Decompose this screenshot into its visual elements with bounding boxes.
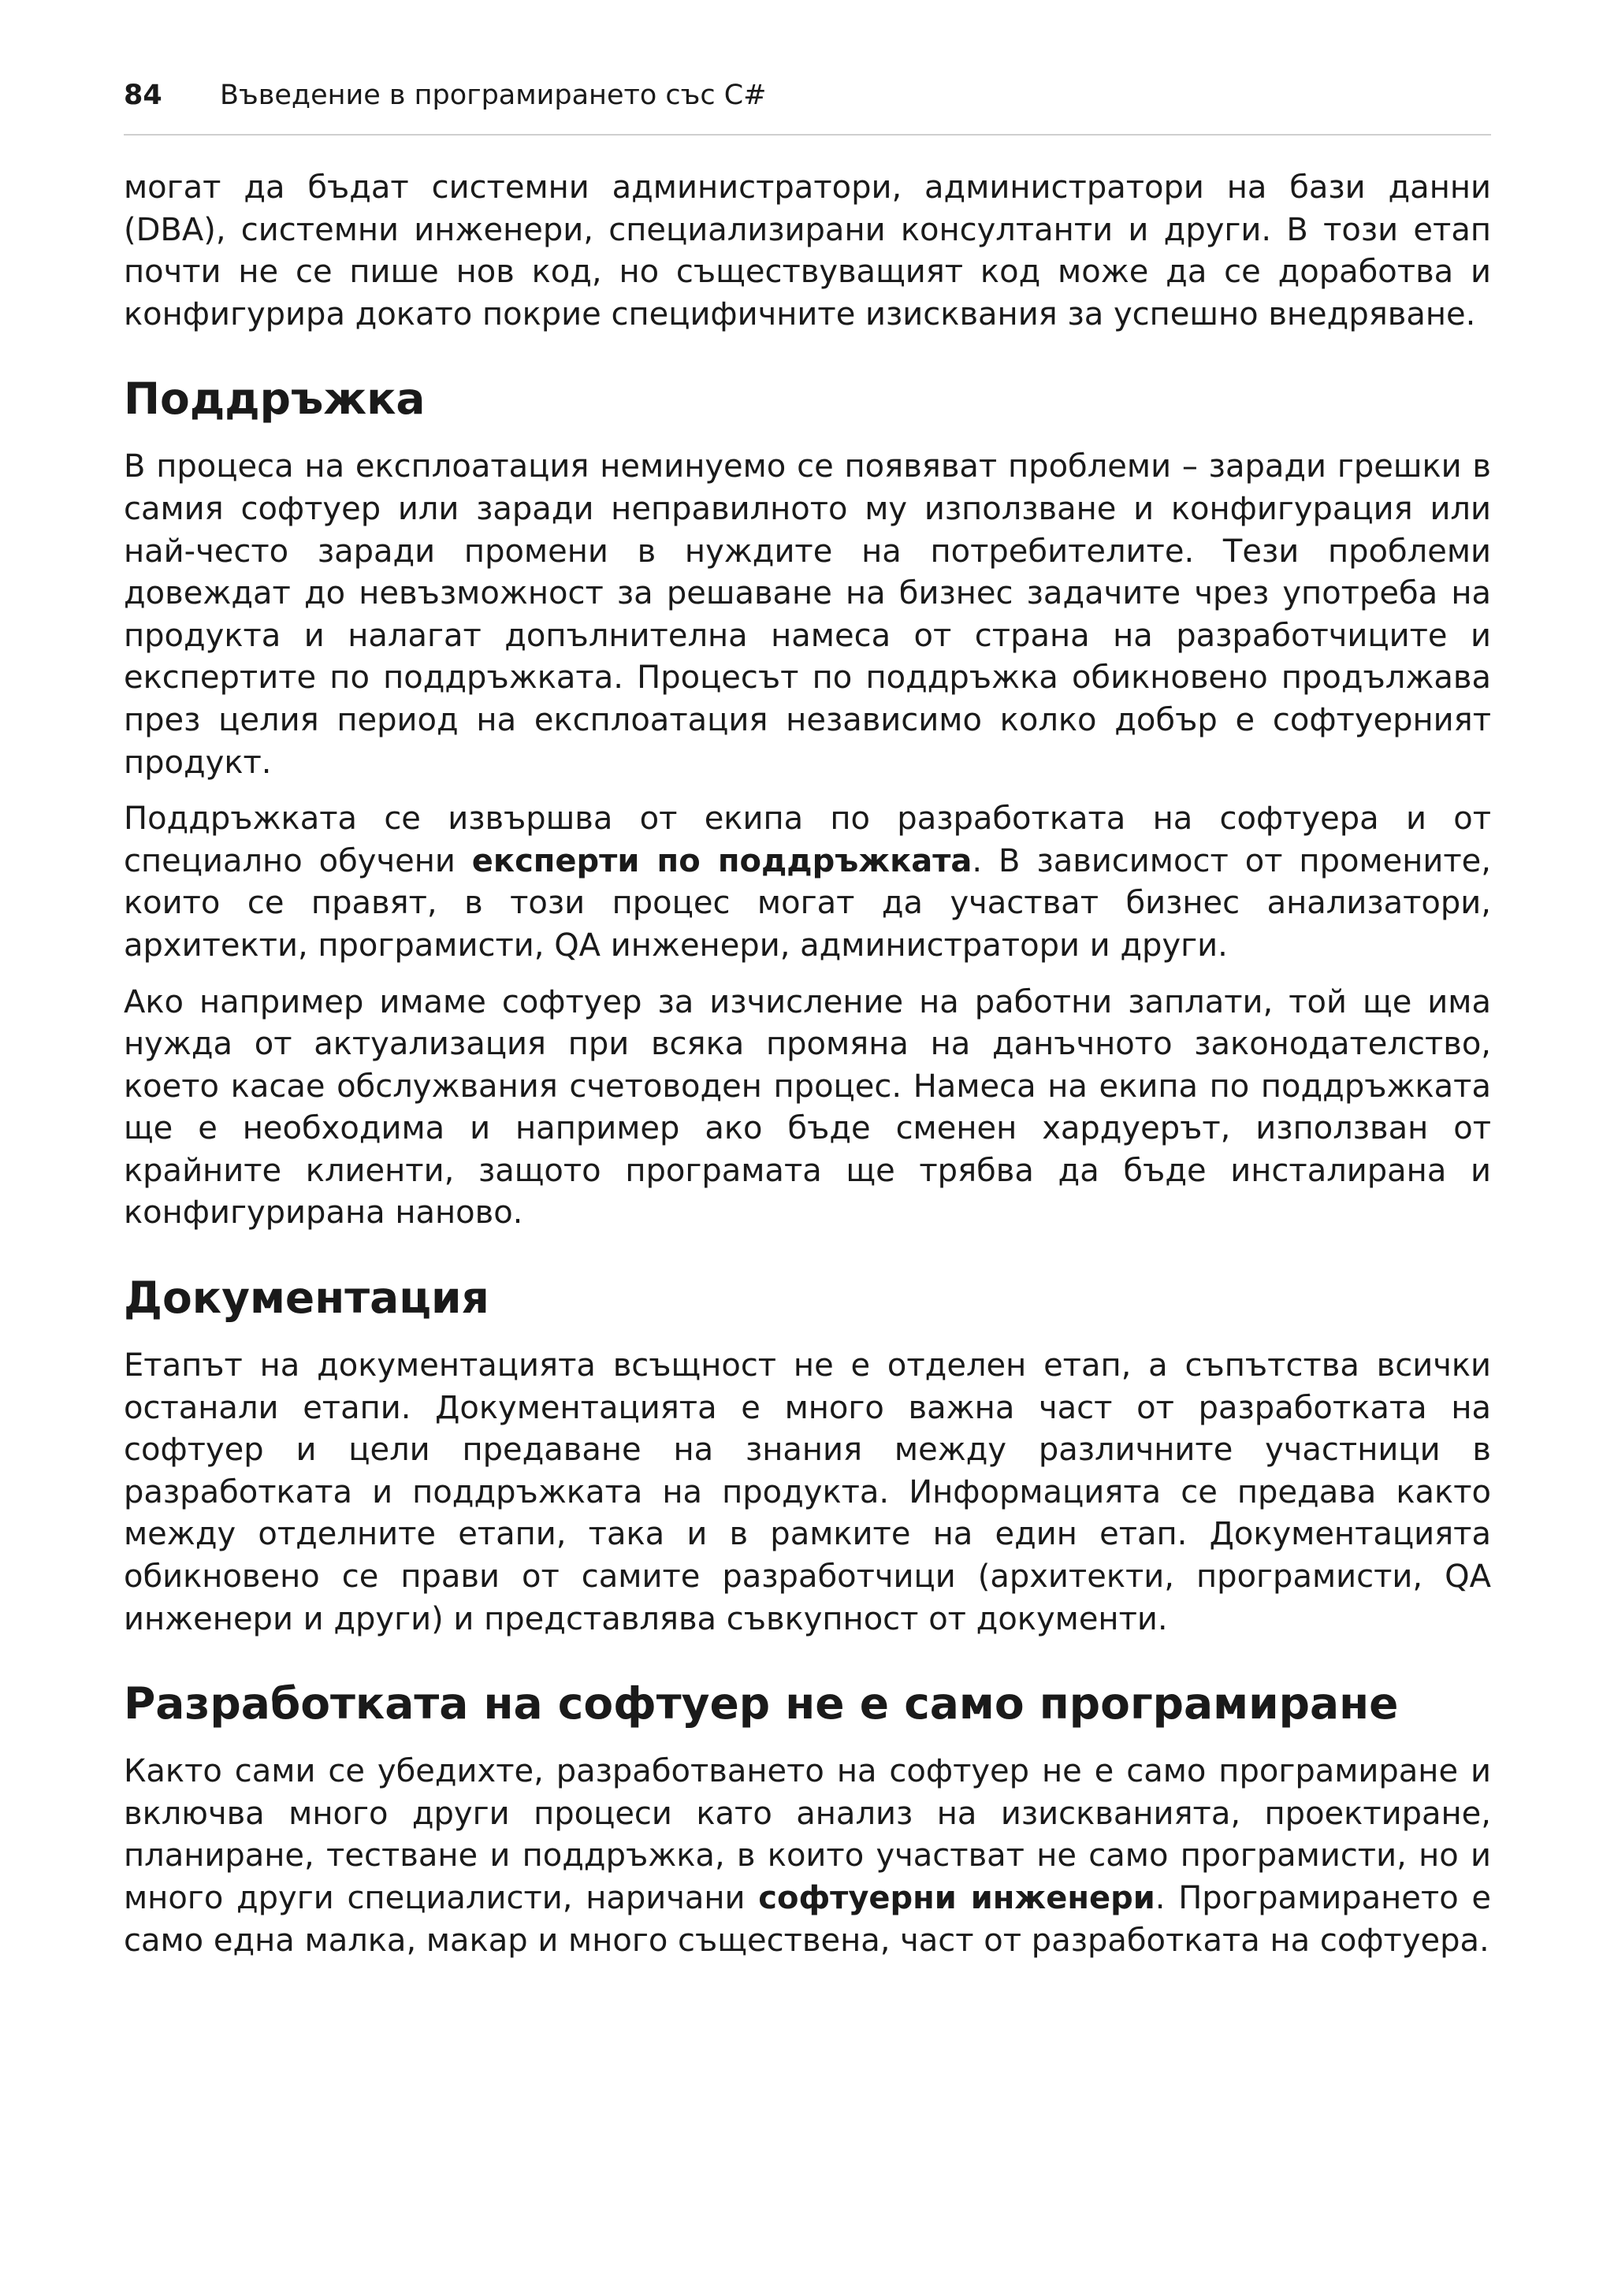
not-only-programming-paragraph-1 [124, 1751, 1491, 1962]
page-header [124, 79, 1491, 136]
support-paragraph-3: Ако например имаме софтуер за изчисление на работни заплати, той ще има нужда от актуализация при всяка промяна на данъчното законодателство, което касае обслужвания счетоводен процес. Намеса на екипа по поддръжката ще е необходима и например ако бъде сменен хардуерът, използван от крайните клиенти, защото програмата ще трябва да бъде инсталирана и конфигурирана наново. [124, 983, 1491, 1232]
book-page [124, 79, 1491, 1976]
page-content [124, 167, 1491, 1962]
intro-paragraph: могат да бъдат системни администратори, администратори на бази данни (DBA), системни инженери, специализирани консултанти и други. В този етап почти не се пише нов код, но съществуващият код може да се доработва и конфигурира докато покрие специфичните изисквания за успешно внедряване. [124, 169, 1491, 333]
nop-p1-start: Както сами се убедихте, разработването на софтуер не е само програмиране и включва много други процеси като анализ на изискванията, проектиране, планиране, тестване и поддръжка, в които участват не само програмисти, но и много други специалисти, наричани [124, 1753, 1491, 1916]
running-title: Въведение в програмирането със C# [220, 80, 767, 111]
heading-not-only-programming: Разработката на софтуер не е само програмиране [124, 1678, 1399, 1729]
support-p2-end: . В зависимост от промените, които се правят, в този процес могат да участват бизнес анализатори, архитекти, програмисти, QA инженери, администратори и други. [124, 842, 1491, 964]
software-engineers-bold: софтуерни инженери [758, 1880, 1155, 1916]
support-paragraph-1: В процеса на експлоатация неминуемо се появяват проблеми – заради грешки в самия софтуер или заради неправилното му използване и конфигурация или най-често заради промени в нуждите на потребителите. Тези проблеми довеждат до невъзможност за решаване на бизнес задачите чрез употреба на продукта и налагат допълнителна намеса от страна на разработчиците и експертите по поддръжката. Процесът по поддръжка обикновено продължава през целия период на експлоатация независимо колко добър е софтуерният продукт. [124, 448, 1491, 781]
support-paragraph-2 [124, 798, 1491, 967]
heading-support: Поддръжка [124, 373, 426, 425]
support-experts-bold: експерти по поддръжката [471, 842, 972, 879]
documentation-paragraph-1: Етапът на документацията всъщност не е отделен етап, а съпътства всички останали етапи. Документацията е много важна част от разработката на софтуер и цели предаване на знания между различните участници в разработката и поддръжката на продукта. Информацията се предава както между отделните етапи, така и в рамките на един етап. Документацията обикновено се прави от самите разработчици (архитекти, програмисти, QA инженери и други) и представлява съвкупност от документи. [124, 1347, 1491, 1637]
support-p2-start: Поддръжката се извършва от екипа по разработката на софтуера и от специално обучени [124, 801, 1491, 879]
nop-p1-end: . Програмирането е само една малка, макар и много съществена, част от разработката на софтуера. [124, 1880, 1491, 1959]
page-number: 84 [124, 80, 162, 111]
heading-documentation: Документация [124, 1272, 489, 1324]
